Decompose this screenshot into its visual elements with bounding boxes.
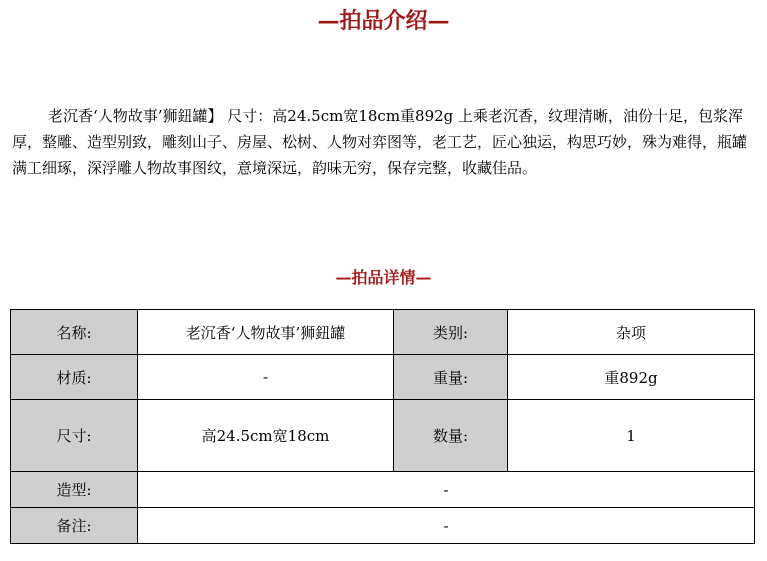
details-title: —拍品详情—	[335, 268, 432, 287]
table-row-size	[11, 400, 755, 472]
details-table	[10, 309, 755, 544]
weight-value: 重892g	[508, 355, 755, 400]
table-row-name	[11, 310, 755, 355]
shape-value: -	[138, 472, 755, 508]
shape-label: 造型:	[11, 472, 138, 508]
size-label: 尺寸:	[11, 400, 138, 472]
intro-description: 老沉香‘人物故事’狮鈕罐】 尺寸：高24.5cm宽18cm重892g 上乘老沉香，纹理清晰，油份十足，包浆浑厚，整雕、造型别致，雕刻山子、房屋、松树、人物对弈图等，老工艺，匠心独运，构思巧妙，殊为难得，瓶罐满工细琢，深浮雕人物故事图纹，意境深远，韵味无穷，保存完整，收藏佳品。	[12, 107, 748, 177]
intro-title: —拍品介绍—	[317, 8, 450, 34]
table-row-material	[11, 355, 755, 400]
quantity-label: 数量:	[394, 400, 508, 472]
name-label: 名称:	[11, 310, 138, 355]
name-value: 老沉香‘人物故事’狮鈕罐	[138, 310, 394, 355]
category-label: 类别:	[394, 310, 508, 355]
table-row-remark	[11, 508, 755, 544]
material-label: 材质:	[11, 355, 138, 400]
remark-value: -	[138, 508, 755, 544]
remark-label: 备注:	[11, 508, 138, 544]
quantity-value: 1	[508, 400, 755, 472]
material-value: -	[138, 355, 394, 400]
category-value: 杂项	[508, 310, 755, 355]
weight-label: 重量:	[394, 355, 508, 400]
table-row-shape	[11, 472, 755, 508]
size-value: 高24.5cm宽18cm	[138, 400, 394, 472]
